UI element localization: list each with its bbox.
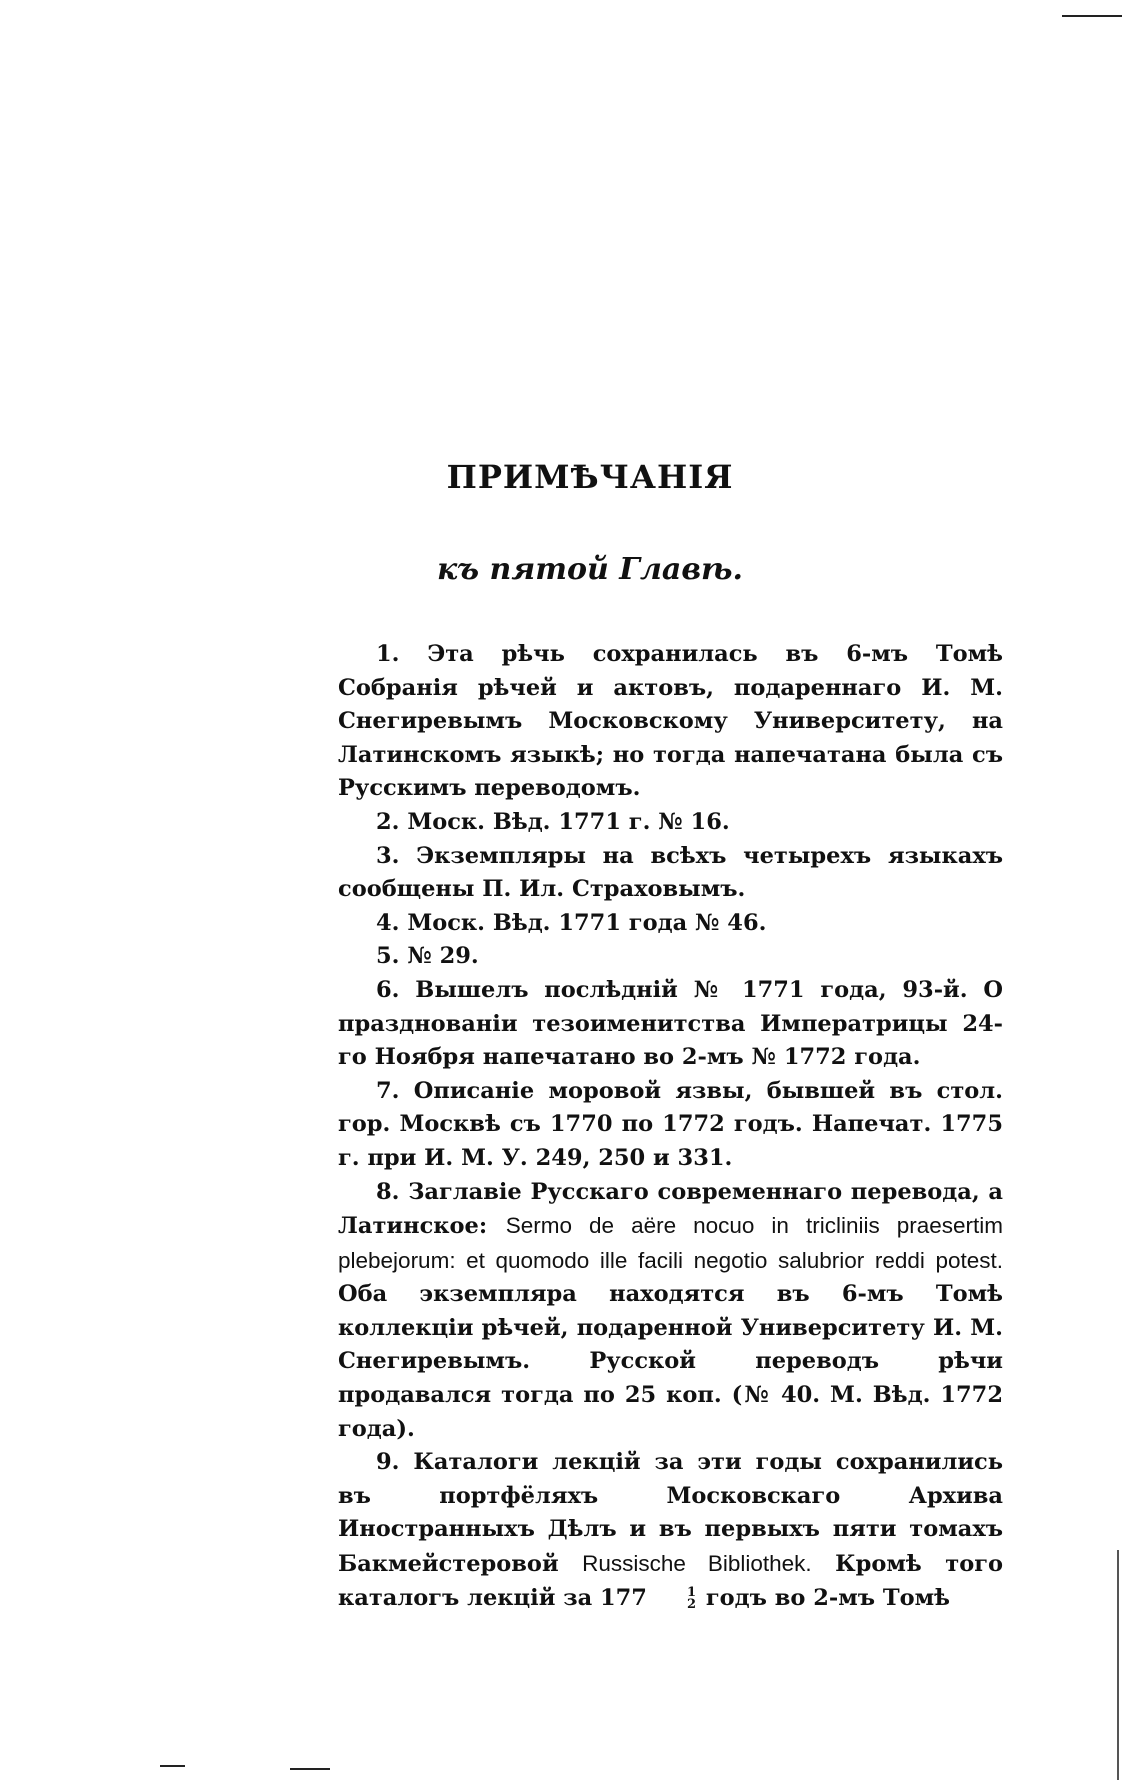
note-text: Оба экземпляра находятся въ 6-мъ Томѣ коллекціи рѣчей, подаренной Университету И. М. Снегиревымъ. Русской переводъ рѣчи продавался тогда по 25 коп. (№ 40. М. Вѣд. 1772 года).: [338, 1281, 1003, 1442]
note-text: 3. Экземпляры на всѣхъ четырехъ языкахъ сообщены П. Ил. Страховымъ.: [338, 842, 1003, 903]
note-text: 5. № 29.: [376, 943, 479, 970]
page-title: ПРИМѢЧАНІЯ: [446, 458, 734, 496]
note-2: [338, 806, 1003, 840]
page-subtitle: къ пятой Главѣ.: [436, 552, 743, 587]
scan-edge-mark: [290, 1768, 330, 1770]
note-7: [338, 1075, 1003, 1176]
scan-edge-mark: [1062, 15, 1122, 17]
note-text: 8. Заглавіе Русскаго современнаго перевода, а Латинское:: [338, 1178, 1003, 1240]
note-text: 2. Моск. Вѣд. 1771 г. № 16.: [376, 808, 730, 835]
note-3: [338, 840, 1003, 907]
notes-list: [338, 638, 1003, 1615]
note-text: Кромѣ того каталогъ лекцій за 177: [338, 1551, 1003, 1611]
note-text: 1. Эта рѣчь сохранилась въ 6-мъ Томѣ Собранія рѣчей и актовъ, подареннаго И. М. Снегиревымъ Московскому Университету, на Латинскомъ языкѣ; но тогда напечатана была съ Русскимъ переводомъ.: [338, 641, 1003, 802]
note-5: [338, 940, 1003, 974]
note-text: годъ во 2-мъ Томѣ: [698, 1584, 950, 1611]
scan-edge-mark: [160, 1765, 185, 1767]
note-4: [338, 907, 1003, 941]
note-text: 9. Каталоги лекцій за эти годы сохранились въ портфёляхъ Московскаго Архива Иностранныхъ Дѣлъ и въ первыхъ пяти томахъ Бакмейстеровой: [338, 1449, 1003, 1578]
note-1: [338, 638, 1003, 806]
note-9: [338, 1446, 1003, 1615]
fraction-denominator: 2: [686, 1596, 697, 1612]
note-text: 7. Описаніе моровой язвы, бывшей въ стол. гор. Москвѣ съ 1770 по 1772 годъ. Напечат. 1775 г. при И. М. У. 249, 250 и 331.: [338, 1077, 1003, 1171]
latin-text: Russische Bibliothek.: [582, 1551, 812, 1577]
note-6: [338, 974, 1003, 1075]
fraction-numerator: 1: [686, 1584, 697, 1600]
note-text: 4. Моск. Вѣд. 1771 года № 46.: [376, 909, 767, 936]
note-text: 6. Вышелъ послѣдній № 1771 года, 93-й. О празднованіи тезоименитства Императрицы 24-го Ноября напечатано во 2-мъ № 1772 года.: [338, 976, 1003, 1071]
scan-edge-mark: [1117, 1550, 1119, 1780]
note-8: [338, 1176, 1003, 1447]
fraction: [649, 1584, 697, 1612]
latin-text: Sermo de aёre nocuo in tricliniis praesertim plebejorum: et quomodo ille facili negotio salubrior reddi potest.: [338, 1213, 1004, 1273]
